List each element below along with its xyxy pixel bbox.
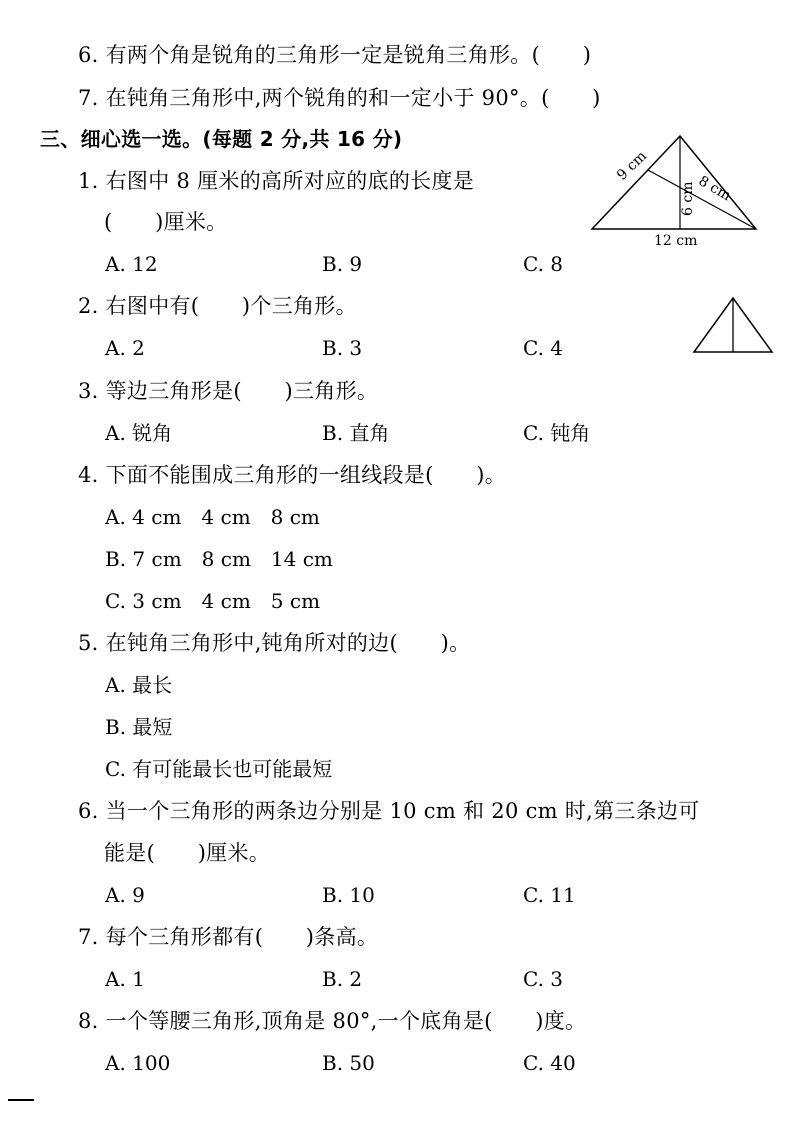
question-8: 8. 一个等腰三角形,顶角是 80°,一个底角是( )度。 [78, 1009, 587, 1033]
q6-option-c: C. 11 [523, 883, 576, 907]
q1-option-c: C. 8 [523, 252, 564, 276]
question-7: 7. 每个三角形都有( )条高。 [78, 925, 379, 949]
q1-option-b: B. 9 [322, 252, 363, 276]
split-triangle-figure [690, 294, 776, 356]
q6-option-a: A. 9 [105, 883, 145, 907]
q3-option-a: A. 锐角 [105, 421, 173, 445]
q8-option-b: B. 50 [322, 1051, 375, 1075]
question-5: 5. 在钝角三角形中,钝角所对的边( )。 [78, 631, 471, 655]
q7-option-a: A. 1 [105, 967, 145, 991]
q3-option-b: B. 直角 [322, 421, 390, 445]
q5-option-a: A. 最长 [105, 673, 173, 697]
question-6-prev: 6. 有两个角是锐角的三角形一定是锐角三角形。( ) [78, 43, 592, 67]
q7-option-c: C. 3 [523, 967, 564, 991]
q6-option-b: B. 10 [322, 883, 375, 907]
q2-option-a: A. 2 [105, 336, 145, 360]
question-1: 1. 右图中 8 厘米的高所对应的底的长度是 [78, 169, 475, 193]
question-3: 3. 等边三角形是( )三角形。 [78, 379, 379, 403]
question-7-prev: 7. 在钝角三角形中,两个锐角的和一定小于 90°。( ) [78, 86, 601, 110]
q7-option-b: B. 2 [322, 967, 363, 991]
q4-option-b: B. 7 cm 8 cm 14 cm [105, 547, 333, 571]
q4-option-a: A. 4 cm 4 cm 8 cm [105, 505, 320, 529]
triangle-heights-figure [586, 132, 762, 250]
q2-option-b: B. 3 [322, 336, 363, 360]
label-6cm: 6 cm [680, 181, 696, 216]
q4-option-c: C. 3 cm 4 cm 5 cm [105, 589, 321, 613]
label-12cm: 12 cm [654, 233, 698, 249]
question-4: 4. 下面不能围成三角形的一组线段是( )。 [78, 463, 506, 487]
q1-option-a: A. 12 [105, 252, 158, 276]
label-8cm: 8 cm [695, 173, 734, 205]
question-6-line2: 能是( )厘米。 [104, 841, 271, 865]
question-2: 2. 右图中有( )个三角形。 [78, 294, 357, 318]
label-9cm: 9 cm [614, 148, 650, 184]
q5-option-c: C. 有可能最长也可能最短 [105, 757, 333, 781]
q8-option-a: A. 100 [105, 1051, 171, 1075]
q3-option-c: C. 钝角 [523, 421, 591, 445]
q2-option-c: C. 4 [523, 336, 564, 360]
q5-option-b: B. 最短 [105, 715, 173, 739]
footer-rule [8, 1099, 34, 1101]
section-heading: 三、细心选一选。(每题 2 分,共 16 分) [40, 127, 403, 151]
question-6: 6. 当一个三角形的两条边分别是 10 cm 和 20 cm 时,第三条边可 [78, 799, 700, 823]
q8-option-c: C. 40 [523, 1051, 576, 1075]
question-1-line2: ( )厘米。 [104, 210, 228, 234]
